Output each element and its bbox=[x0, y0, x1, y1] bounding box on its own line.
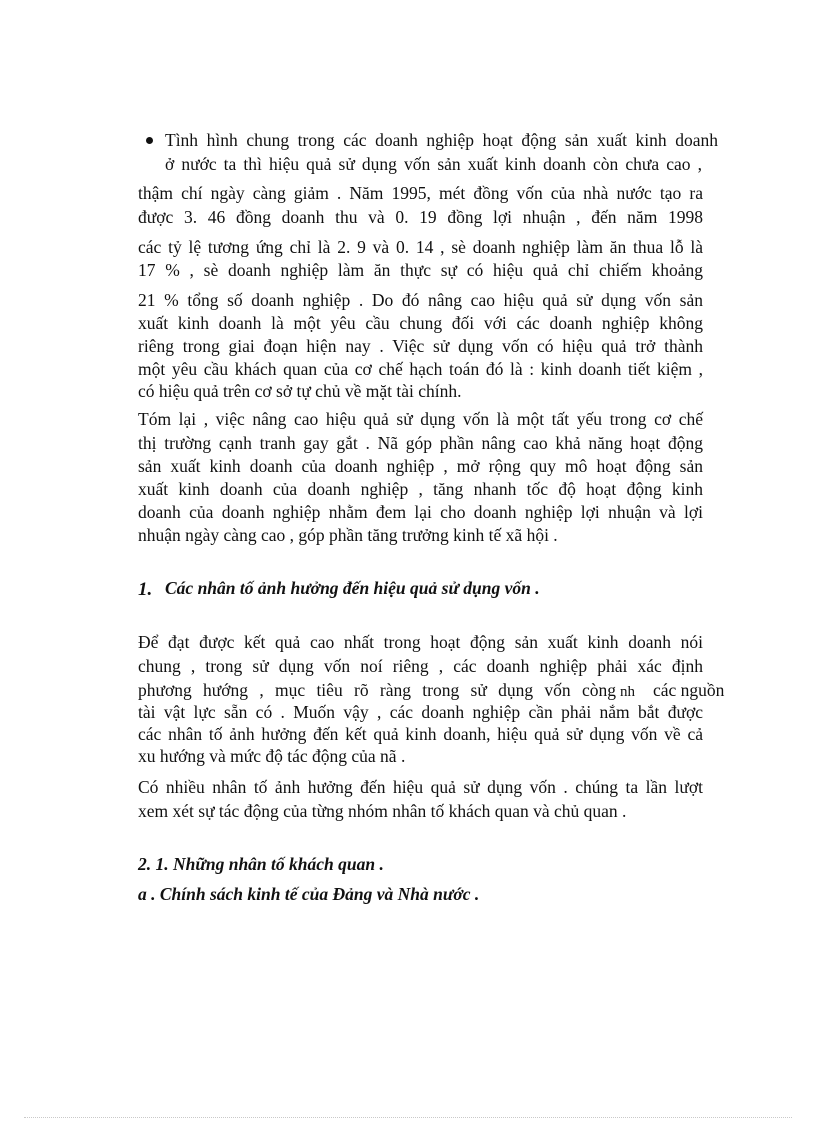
subheading-objective-factors: 2. 1. Những nhân tố khách quan . bbox=[138, 854, 384, 874]
paragraph-line: Tình hình chung trong các doanh nghiệp hoạt động sản xuất kinh doanh bbox=[165, 130, 718, 150]
paragraph-line: được 3. 46 đồng doanh thu và 0. 19 đồng lợi nhuận , đến năm 1998 bbox=[138, 207, 703, 227]
paragraph-line: xuất kinh doanh là một yêu cầu chung đối với các doanh nghiệp không bbox=[138, 313, 703, 333]
paragraph-line: chung , trong sử dụng vốn noí riêng , các doanh nghiệp phải xác định bbox=[138, 656, 703, 676]
paragraph-line: thậm chí ngày càng giảm . Năm 1995, mét đồng vốn của nhà nước tạo ra bbox=[138, 183, 703, 203]
paragraph-line-tail: các nguồn bbox=[653, 680, 725, 700]
paragraph-line: nhuận ngày càng cao , góp phần tăng trưởng kinh tế xã hội . bbox=[138, 525, 558, 545]
paragraph-line: thị trường cạnh tranh gay gắt . Nã góp phần nâng cao khả năng hoạt động bbox=[138, 433, 703, 453]
paragraph-line: Có nhiều nhân tố ảnh hưởng đến hiệu quả sử dụng vốn . chúng ta lần lượt bbox=[138, 777, 703, 797]
paragraph-line: có hiệu quả trên cơ sở tự chủ về mặt tài chính. bbox=[138, 381, 462, 401]
paragraph-line: xu hướng và mức độ tác động của nã . bbox=[138, 746, 406, 766]
paragraph-line: phương hướng , mục tiêu rõ ràng trong sử dụng vốn còng bbox=[138, 680, 616, 700]
paragraph-line: xem xét sự tác động của từng nhóm nhân tố khách quan và chủ quan . bbox=[138, 801, 627, 821]
section-heading: Các nhân tố ảnh hưởng đến hiệu quả sử dụng vốn . bbox=[165, 578, 540, 598]
paragraph-line: tài vật lực sẵn có . Muốn vậy , các doanh nghiệp cần phải nắm bắt được bbox=[138, 702, 703, 722]
paragraph-line: Tóm lại , việc nâng cao hiệu quả sử dụng vốn là một tất yếu trong cơ chế bbox=[138, 409, 703, 429]
page-bottom-divider bbox=[24, 1117, 792, 1118]
paragraph-line: doanh của doanh nghiệp nhằm đem lại cho doanh nghiệp lợi nhuận và lợi bbox=[138, 502, 703, 522]
inline-fragment: nh bbox=[620, 684, 635, 700]
paragraph-line: một yêu cầu khách quan của cơ chế hạch toán đó là : kinh doanh tiết kiệm , bbox=[138, 359, 703, 379]
paragraph-line: các nhân tố ảnh hưởng đến kết quả kinh doanh, hiệu quả sử dụng vốn về cả bbox=[138, 724, 703, 744]
paragraph-line: ở nước ta thì hiệu quả sử dụng vốn sản xuất kinh doanh còn chưa cao , bbox=[165, 154, 702, 174]
paragraph-line: 21 % tổng số doanh nghiệp . Do đó nâng cao hiệu quả sử dụng vốn sản bbox=[138, 290, 703, 310]
paragraph-line: xuất kinh doanh của doanh nghiệp , tăng nhanh tốc độ hoạt động kinh bbox=[138, 479, 703, 499]
bullet-dot-icon bbox=[146, 137, 153, 144]
paragraph-line: Để đạt được kết quả cao nhất trong hoạt động sản xuất kinh doanh nói bbox=[138, 632, 703, 652]
paragraph-line: 17 % , sè doanh nghiệp làm ăn thực sự có hiệu quả chỉ chiếm khoảng bbox=[138, 260, 703, 280]
section-number: 1. bbox=[138, 579, 153, 600]
paragraph-line: riêng trong giai đoạn hiện nay . Việc sử dụng vốn có hiệu quả trở thành bbox=[138, 336, 703, 356]
paragraph-line: sản xuất kinh doanh của doanh nghiệp , mở rộng quy mô hoạt động sản bbox=[138, 456, 703, 476]
subheading-policy: a . Chính sách kinh tế của Đảng và Nhà nước . bbox=[138, 884, 480, 904]
paragraph-line: các tỷ lệ tương ứng chỉ là 2. 9 và 0. 14 , sè doanh nghiệp làm ăn thua lỗ là bbox=[138, 237, 703, 257]
